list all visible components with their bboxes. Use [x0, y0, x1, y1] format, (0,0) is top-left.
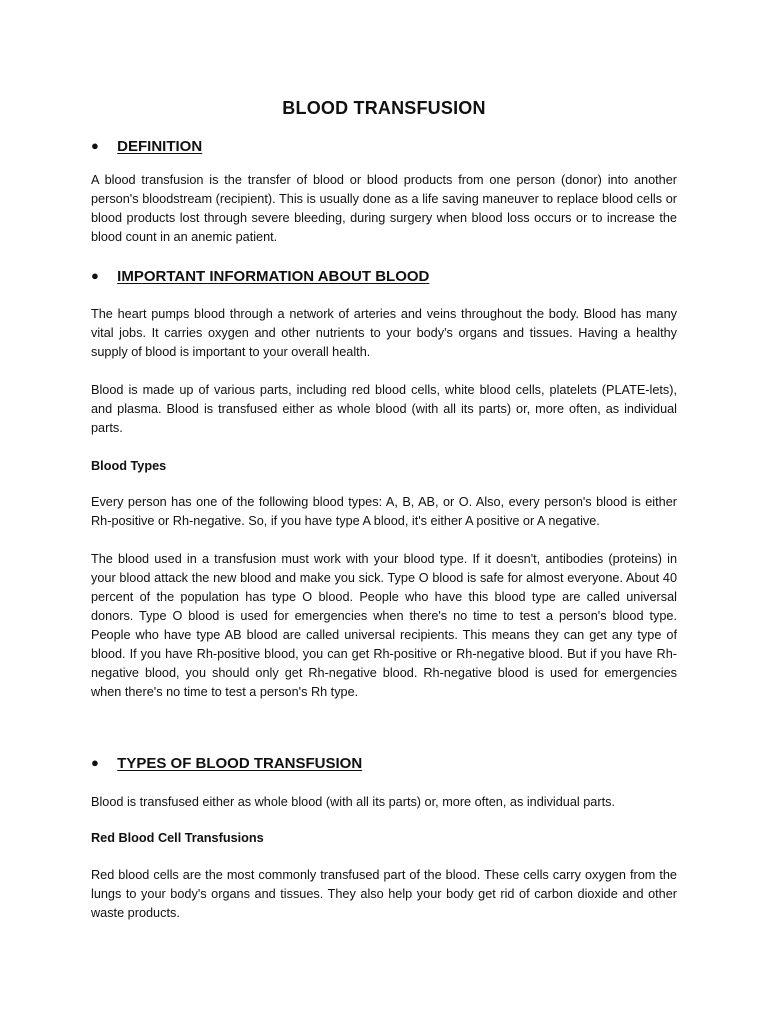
section-heading-text: IMPORTANT INFORMATION ABOUT BLOOD [117, 268, 430, 285]
blood-types-paragraph-2: The blood used in a transfusion must work with your blood type. If it doesn't, antibodies (proteins) in your blood attack the new blood and make you sick. Type O blood is safe for almost everyone. About 40 percent of the population has type O blood. People who have this blood type are called universal donors. Type O blood is used for emergencies when there's no time to test a person's blood type. People who have type AB blood are called universal recipients. This means they can get any type of blood. If you have Rh-positive blood, you can get Rh-positive or Rh-negative blood. But if you have Rh-negative blood, you should only get Rh-negative blood. Rh-negative blood is used for emergencies when there's no time to test a person's Rh type. [91, 552, 677, 699]
bullet-icon: ● [91, 138, 99, 153]
important-info-paragraph-2: Blood is made up of various parts, including red blood cells, white blood cells, platelets (PLATE-lets), and plasma. Blood is transfused either as whole blood (with all its parts) or, more often, as individual parts. [91, 383, 677, 435]
types-paragraph-2: Red blood cells are the most commonly transfused part of the blood. These cells carry oxygen from the lungs to your body's organs and tissues. They also help your body get rid of carbon dioxide and other waste products. [91, 868, 677, 920]
bullet-icon: ● [91, 268, 99, 283]
important-info-paragraph-1: The heart pumps blood through a network of arteries and veins throughout the body. Blood has many vital jobs. It carries oxygen and other nutrients to your body's organs and tissues. Having a healthy supply of blood is important to your overall health. [91, 307, 677, 359]
section-heading-types [91, 753, 681, 774]
definition-paragraph: A blood transfusion is the transfer of blood or blood products from one person (donor) into another person's bloodstream (recipient). This is usually done as a life saving maneuver to replace blood cells or blood products lost through severe bleeding, during surgery when blood loss occurs or to increase the blood count in an anemic patient. [91, 173, 677, 244]
section-heading-text: DEFINITION [117, 138, 203, 155]
bullet-icon: ● [91, 755, 99, 770]
section-heading-important-info [91, 266, 681, 287]
subheading-red-blood-cell-transfusions: Red Blood Cell Transfusions [91, 831, 264, 845]
section-heading-text: TYPES OF BLOOD TRANSFUSION [117, 755, 363, 772]
blood-types-paragraph-1: Every person has one of the following blood types: A, B, AB, or O. Also, every person's blood is either Rh-positive or Rh-negative. So, if you have type A blood, it's either A positive or A negative. [91, 495, 677, 528]
subheading-blood-types: Blood Types [91, 459, 167, 473]
types-paragraph-1: Blood is transfused either as whole blood (with all its parts) or, more often, as individual parts. [91, 795, 615, 809]
section-heading-definition [91, 136, 681, 157]
page-title: BLOOD TRANSFUSION [282, 98, 486, 118]
